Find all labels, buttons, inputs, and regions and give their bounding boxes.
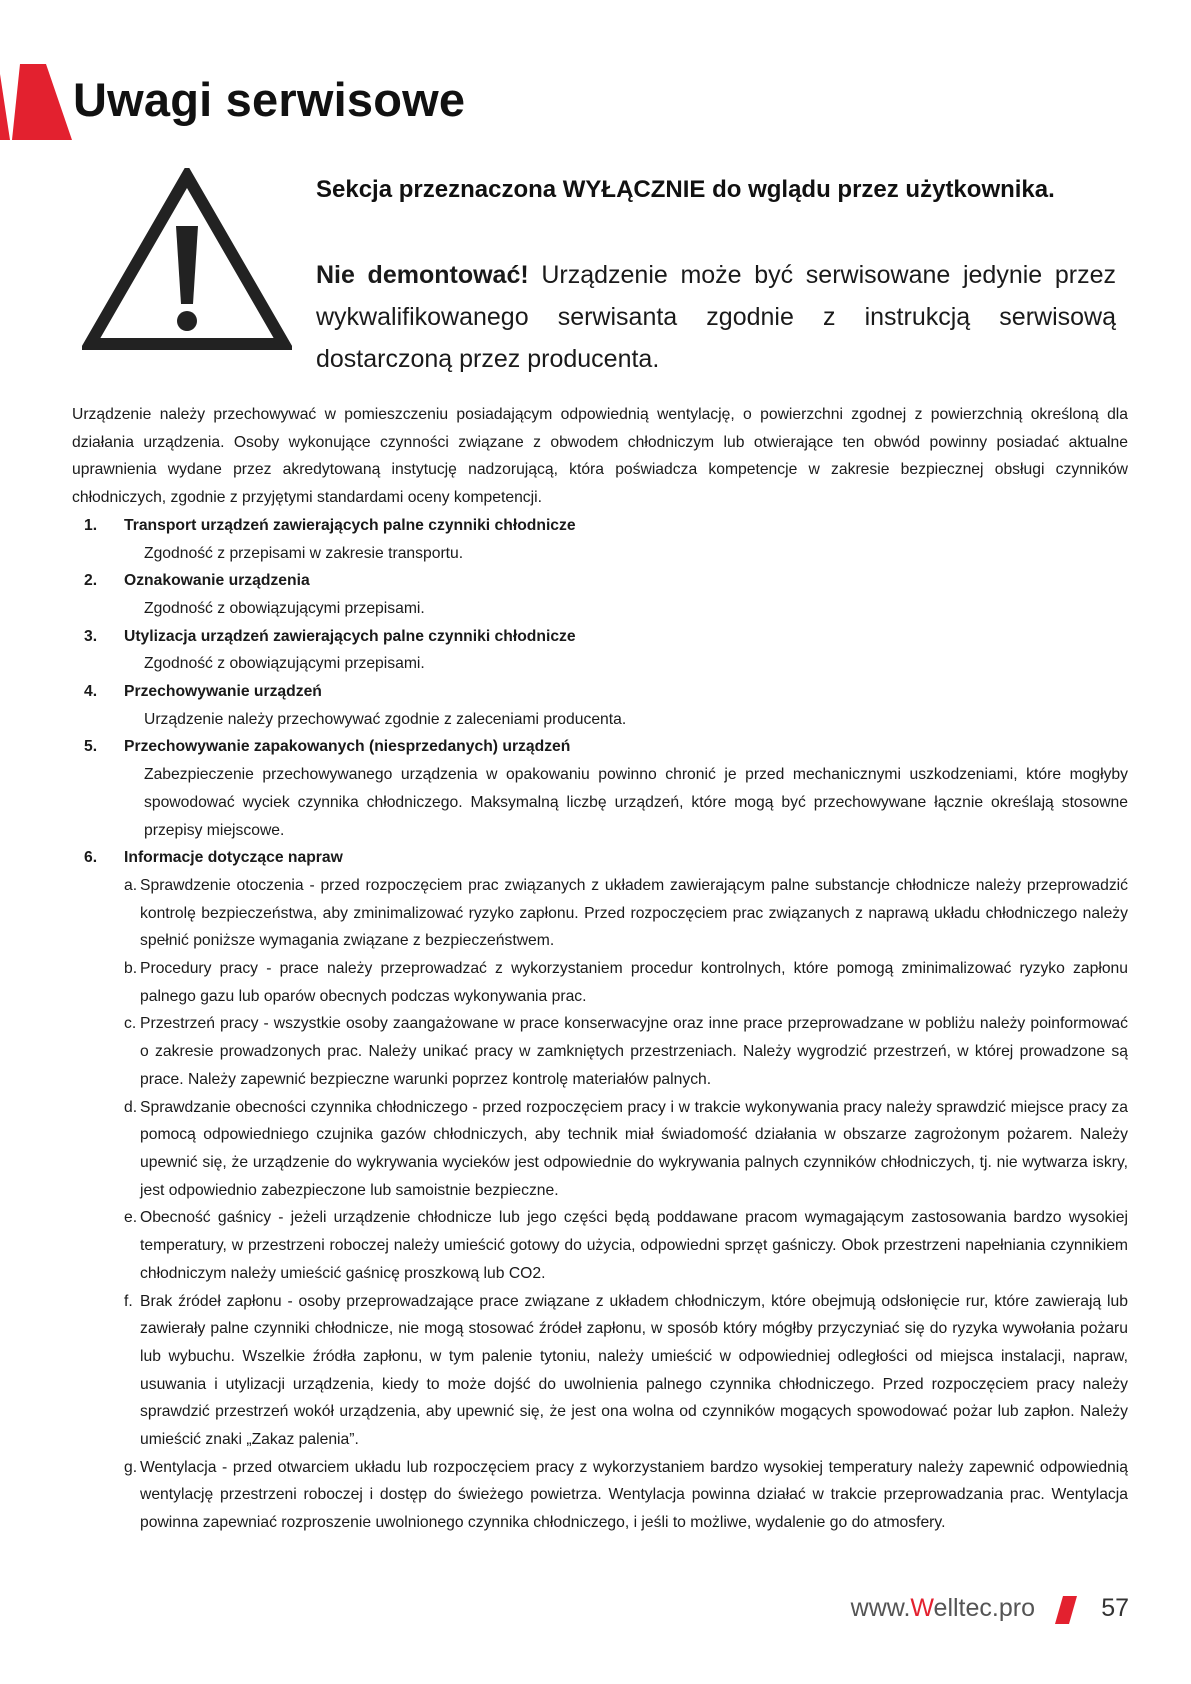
- section-4: [72, 678, 1128, 733]
- repair-item-a: [72, 872, 1128, 955]
- item-letter: g.: [124, 1458, 138, 1476]
- content: [72, 401, 1128, 1537]
- url-suffix: elltec.pro: [933, 1594, 1035, 1622]
- section-title: Utylizacja urządzeń zawierających palne czynniki chłodnicze: [124, 627, 576, 645]
- section-title: Oznakowanie urządzenia: [124, 572, 310, 590]
- section-number: 4.: [84, 683, 98, 701]
- page-number: 57: [1101, 1594, 1129, 1622]
- item-letter: c.: [124, 1015, 137, 1033]
- section-body: Zgodność z przepisami w zakresie transportu.: [144, 544, 464, 562]
- item-letter: f.: [124, 1292, 133, 1310]
- repair-item-f: [72, 1288, 1128, 1454]
- item-text: Sprawdzenie otoczenia - przed rozpoczęciem prac związanych z układem zawierającym palne substancje chłodnicze należy przeprowadzić kontrolę bezpieczeństwa, aby zminimalizować ryzyko zapłonu. Przed rozpoczęciem prac związanych z naprawą układu chłodniczego należy spełnić poniższe wymagania związane z bezpieczeństwem.: [140, 876, 1128, 950]
- section-number: 3.: [84, 627, 98, 645]
- item-text: Przestrzeń pracy - wszystkie osoby zaangażowane w prace konserwacyjne oraz inne prace przeprowadzane w pobliżu należy poinformować o zakresie prowadzonych prac. Należy unikać pracy w zamkniętych przestrzeniach. Należy wygrodzić przestrzeń, w której prowadzone są prace. Należy zapewnić bezpieczne warunki poprzez kontrolę materiałów palnych.: [140, 1015, 1128, 1088]
- section-6: [72, 844, 1128, 1537]
- item-letter: e.: [124, 1209, 138, 1227]
- website-link[interactable]: [851, 1594, 1035, 1623]
- intro-paragraph: Urządzenie należy przechowywać w pomieszczeniu posiadającym odpowiednią wentylację, o powierzchni zgodnej z powierzchnią określoną dla działania urządzenia. Osoby wykonujące czynności związane z obwodem chłodniczym lub otwierające ten obwód powinny posiadać aktualne uprawnienia wydane przez akredytowaną instytucję nadzorującą, która poświadcza kompetencje w zakresie bezpiecznej obsługi czynników chłodniczych, zgodnie z przyjętymi standardami oceny kompetencji.: [72, 406, 1128, 507]
- url-accent: W: [910, 1594, 934, 1622]
- section-title: Transport urządzeń zawierających palne czynniki chłodnicze: [124, 516, 576, 534]
- item-text: Sprawdzanie obecności czynnika chłodniczego - przed rozpoczęciem pracy i w trakcie wykonywania pracy należy sprawdzić miejsce pracy za pomocą odpowiedniego czujnika gazów chłodniczych, aby technik miał świadomość działania w obszarze zagrożonym pożarem. Należy upewnić się, że urządzenie do wykrywania wycieków jest odpowiednie do wykrywania palnych czynników chłodniczych, tj. nie wytwarza iskry, jest odpowiednio zabezpieczone lub samoistnie bezpieczne.: [140, 1098, 1128, 1199]
- section-5: [72, 733, 1128, 844]
- repair-item-d: [72, 1094, 1128, 1205]
- section-body: Zgodność z obowiązującymi przepisami.: [144, 599, 425, 617]
- section-2: [72, 567, 1128, 622]
- item-text: Brak źródeł zapłonu - osoby przeprowadzające prace związane z układem chłodniczym, które obejmują odsłonięcie rur, które zawierają lub zawierały palne czynniki chłodnicze, nie mogą stosować źródeł zapłonu, w sposób który mógłby przyczyniać się do ryzyka wywołania pożaru lub wybuchu. Wszelkie źródła zapłonu, w tym palenie tytoniu, należy umieścić w odpowiedniej odległości od miejsca instalacji, napraw, usuwania i utylizacji urządzenia, kiedy to może dojść do uwolnienia palnego czynnika chłodniczego. Przed rozpoczęciem pracy należy sprawdzić przestrzeń wokół urządzenia, aby upewnić się, że jest ona wolna od czynników mogących spowodować pożar lub zapłon. Należy umieścić znaki „Zakaz palenia”.: [140, 1292, 1128, 1449]
- section-body: Zgodność z obowiązującymi przepisami.: [144, 655, 425, 673]
- repair-item-e: [72, 1204, 1128, 1287]
- notice-heading: Sekcja przeznaczona WYŁĄCZNIE do wglądu przez użytkownika.: [316, 176, 1055, 203]
- notice-bold-lead: Nie demontować!: [316, 261, 529, 289]
- repair-item-g: [72, 1454, 1128, 1537]
- section-number: 1.: [84, 516, 98, 534]
- section-title: Przechowywanie urządzeń: [124, 683, 322, 701]
- repair-item-b: [72, 955, 1128, 1010]
- url-prefix: www.: [850, 1594, 911, 1622]
- header-red-slash-mark: [0, 64, 80, 140]
- section-number: 6.: [84, 849, 98, 867]
- item-letter: d.: [124, 1098, 138, 1116]
- notice-text: [316, 254, 1116, 380]
- section-number: 2.: [84, 572, 98, 590]
- item-letter: b.: [124, 960, 138, 978]
- section-title: Informacje dotyczące napraw: [124, 849, 343, 867]
- section-3: [72, 623, 1128, 678]
- section-body: Zabezpieczenie przechowywanego urządzenia w opakowaniu powinno chronić je przed mechanicznymi uszkodzeniami, które mogłyby spowodować wyciek czynnika chłodniczego. Maksymalną liczbę urządzeń, które mogą być przechowywane łącznie określają stosowne przepisy miejscowe.: [144, 766, 1128, 839]
- repair-item-c: [72, 1010, 1128, 1093]
- notice-body: Urządzenie może być serwisowane jedynie przez wykwalifikowanego serwisanta zgodnie z instrukcją serwisową dostarczoną przez producenta.: [316, 261, 1116, 373]
- footer-slash-mark: [1055, 1596, 1077, 1624]
- section-body: Urządzenie należy przechowywać zgodnie z zaleceniami producenta.: [144, 710, 627, 728]
- item-text: Obecność gaśnicy - jeżeli urządzenie chłodnicze lub jego części będą poddawane pracom wymagającym zastosowania bardzo wysokiej temperatury, w przestrzeni roboczej należy umieścić gotowy do użycia, odpowiedni sprzęt gaśniczy. Obok przestrzeni napełniania czynnikiem chłodniczym należy umieścić gaśnicę proszkową lub CO2.: [140, 1209, 1128, 1282]
- section-title: Przechowywanie zapakowanych (niesprzedanych) urządzeń: [124, 738, 571, 756]
- page-title: Uwagi serwisowe: [73, 73, 466, 126]
- item-text: Wentylacja - przed otwarciem układu lub rozpoczęciem pracy z wykorzystaniem bardzo wysokiej temperatury należy zapewnić odpowiednią wentylację przestrzeni roboczej i dostęp do świeżego powietrza. Wentylacja powinna działać w trakcie przeprowadzania prac. Wentylacja powinna zapewniać rozproszenie uwolnionego czynnika chłodniczego, i jeśli to możliwe, wydalenie go do atmosfery.: [140, 1458, 1128, 1532]
- warning-icon: [82, 168, 292, 352]
- section-1: [72, 512, 1128, 567]
- section-number: 5.: [84, 738, 98, 756]
- item-text: Procedury pracy - prace należy przeprowadzać z wykorzystaniem procedur kontrolnych, które pomogą zminimalizować ryzyko zapłonu palnego gazu lub oparów obecnych podczas wykonywania prac.: [140, 960, 1128, 1005]
- item-letter: a.: [124, 876, 138, 894]
